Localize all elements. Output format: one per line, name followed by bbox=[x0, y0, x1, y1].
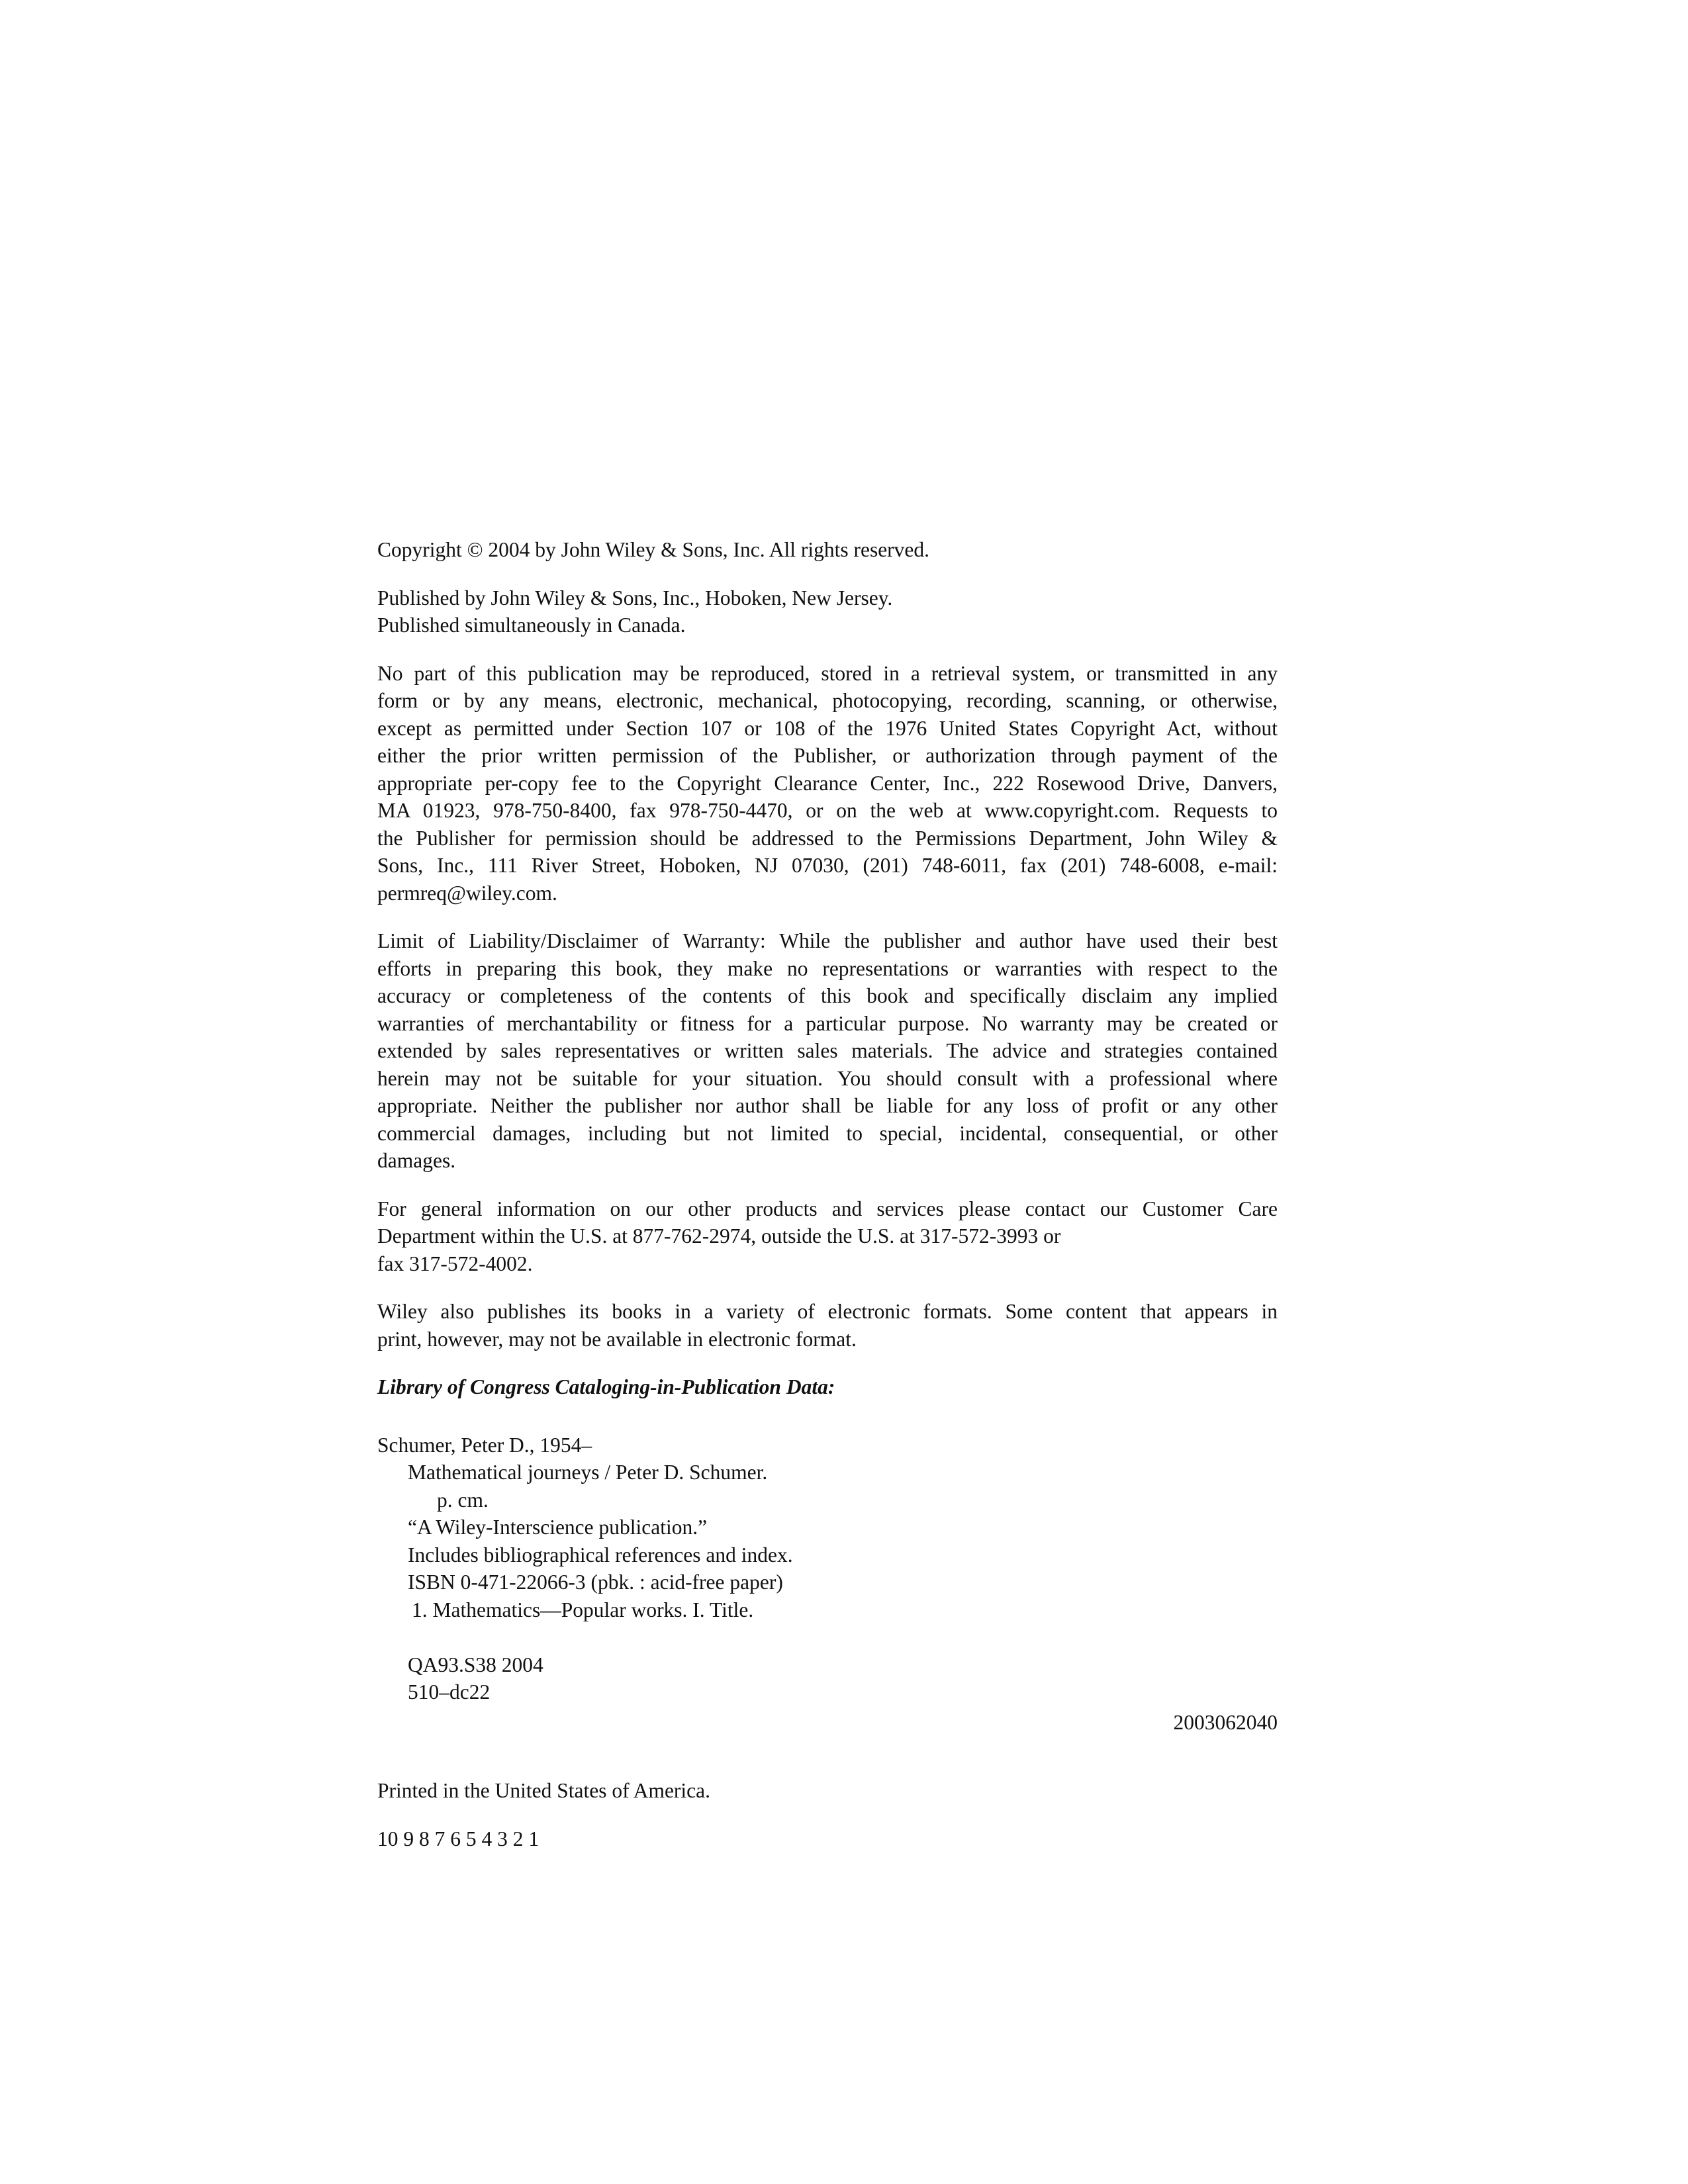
cip-author: Schumer, Peter D., 1954– bbox=[377, 1433, 592, 1457]
publisher-info bbox=[377, 584, 1278, 639]
cip-data-block bbox=[377, 1432, 1278, 1737]
cip-title: Mathematical journeys / Peter D. Schumer. bbox=[408, 1461, 768, 1484]
cip-dewey: 510–dc22 bbox=[408, 1680, 491, 1704]
copyright-line: Copyright © 2004 by John Wiley & Sons, Inc. All rights reserved. bbox=[377, 538, 930, 561]
cip-includes: Includes bibliographical references and index. bbox=[408, 1543, 793, 1567]
permissions-paragraph: No part of this publication may be reproduced, stored in a retrieval system, or transmitted in any form or by any means, electronic, mechanical, photocopying, recording, scanning, or otherwise, except as permitted under Section 107 or 108 of the 1976 United States Copyright Act, without either the prior written permission of the Publisher, or authorization through payment of the appropriate per-copy fee to the Copyright Clearance Center, Inc., 222 Rosewood Drive, Danvers, MA 01923, 978-750-8400, fax 978-750-4470, or on the web at www.copyright.com. Requests to the Publisher for permission should be addressed to the Permissions Department, John Wiley & Sons, Inc., 111 River Street, Hoboken, NJ 07030, (201) 748-6011, fax (201) 748-6008, e-mail: permreq@wiley.com. bbox=[377, 661, 1278, 905]
cip-subject: 1. Mathematics—Popular works. I. Title. bbox=[412, 1598, 754, 1621]
printing-number-line: 10 9 8 7 6 5 4 3 2 1 bbox=[377, 1827, 539, 1850]
published-line: Published by John Wiley & Sons, Inc., Hoboken, New Jersey. bbox=[377, 586, 893, 610]
published-line: Published simultaneously in Canada. bbox=[377, 614, 686, 637]
cip-pcm: p. cm. bbox=[437, 1488, 489, 1512]
cip-heading: Library of Congress Cataloging-in-Publication Data: bbox=[377, 1375, 835, 1398]
spacer bbox=[377, 1623, 1278, 1651]
cip-series: “A Wiley-Interscience publication.” bbox=[408, 1516, 708, 1539]
cip-lc-class: QA93.S38 2004 bbox=[408, 1653, 543, 1676]
liability-paragraph: Limit of Liability/Disclaimer of Warranty: While the publisher and author have used their best efforts in preparing this book, they make no representations or warranties with respect to the accuracy or completeness of the contents of this book and specifically disclaim any implied warranties of merchantability or fitness for a particular purpose. No warranty may be created or extended by sales representatives or written sales materials. The advice and strategies contained herein may not be suitable for your situation. You should consult with a professional where appropriate. Neither the publisher nor author shall be liable for any loss of profit or any other commercial damages, including but not limited to special, incidental, consequential, or other damages. bbox=[377, 929, 1278, 1172]
cip-isbn: ISBN 0-471-22066-3 (pbk. : acid-free paper) bbox=[408, 1570, 783, 1594]
printed-line: Printed in the United States of America. bbox=[377, 1779, 711, 1802]
general-info-paragraph: For general information on our other products and services please contact our Customer Care Department within the U.S. at 877-762-2974, outside the U.S. at 317-572-3993 or fax 317-572-4002. bbox=[377, 1197, 1278, 1275]
page-content bbox=[377, 536, 1278, 1873]
electronic-formats-paragraph: Wiley also publishes its books in a variety of electronic formats. Some content that appears in print, however, may not be available in electronic format. bbox=[377, 1300, 1278, 1351]
cip-lccn: 2003062040 bbox=[1173, 1710, 1278, 1734]
